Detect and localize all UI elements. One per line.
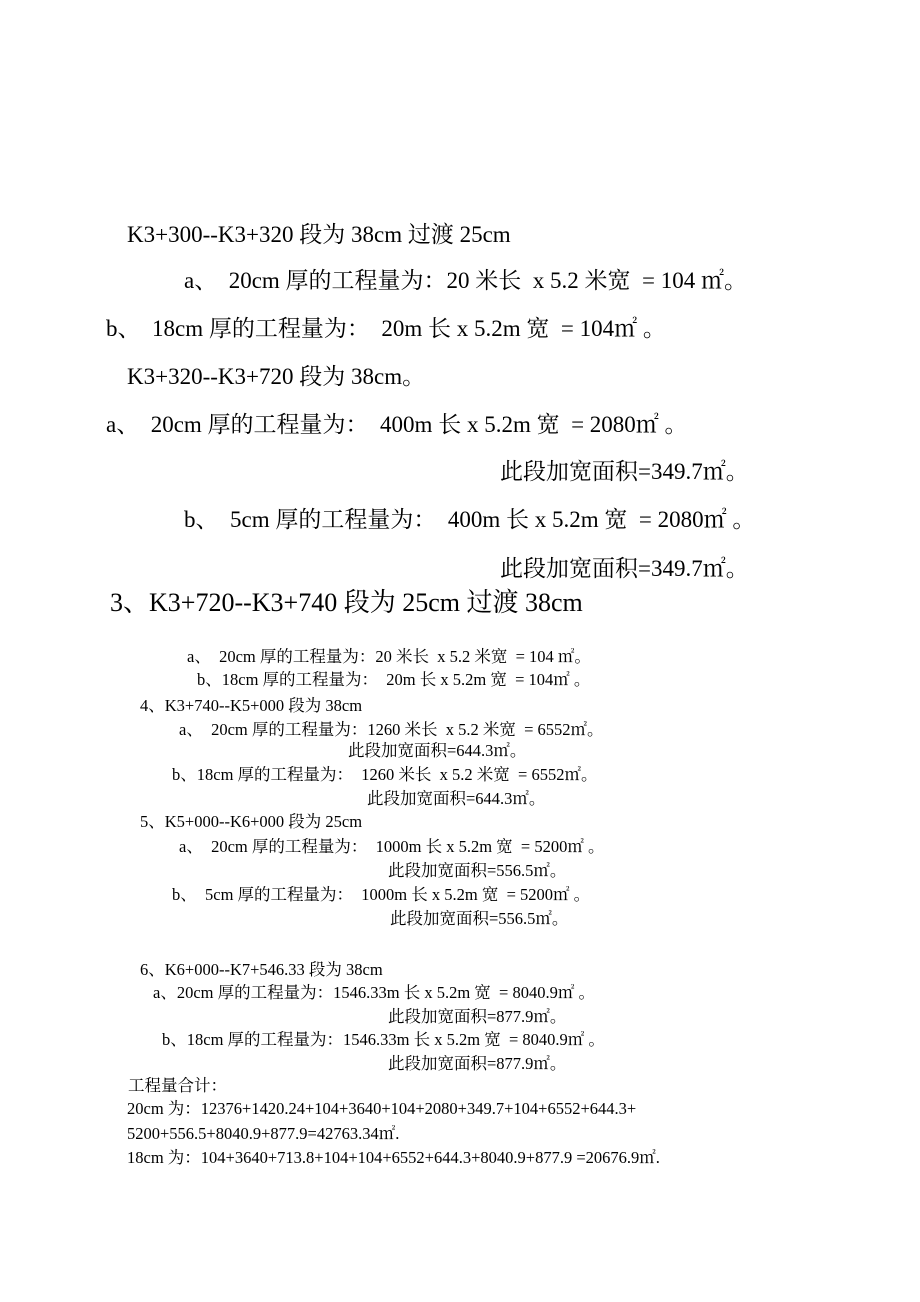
segment-2c-item-b: b、 18cm 厚的工程量为： 20m 长 x 5.2m 宽 = 104㎡ 。 xyxy=(106,316,666,341)
segment-5-widening-b: 此段加宽面积=556.5㎡。 xyxy=(390,909,569,928)
totals-20cm-line-1: 20cm 为：12376+1420.24+104+3640+104+2080+349.7+104+6552+644.3+ xyxy=(127,1099,637,1118)
segment-2c-range-line: K3+300--K3+320 段为 38cm 过渡 25cm xyxy=(127,222,511,247)
segment-5-heading: 5、K5+000--K6+000 段为 25cm xyxy=(140,812,363,831)
segment-4-item-b: b、18cm 厚的工程量为： 1260 米长 x 5.2 米宽 = 6552㎡。 xyxy=(172,765,598,784)
segment-6-item-b: b、18cm 厚的工程量为：1546.33m 长 x 5.2m 宽 = 8040.9㎡ 。 xyxy=(162,1030,605,1049)
segment-6-heading: 6、K6+000--K7+546.33 段为 38cm xyxy=(140,960,383,979)
segment-6-widening-a: 此段加宽面积=877.9㎡。 xyxy=(388,1007,567,1026)
segment-4-widening-a: 此段加宽面积=644.3㎡。 xyxy=(348,741,527,760)
segment-3-heading: 3、K3+720--K3+740 段为 25cm 过渡 38cm xyxy=(110,588,583,617)
segment-2d-widening-b: 此段加宽面积=349.7㎡。 xyxy=(500,556,749,581)
totals-20cm-line-2: 5200+556.5+8040.9+877.9=42763.34㎡. xyxy=(127,1124,400,1143)
totals-18cm-line: 18cm 为：104+3640+713.8+104+104+6552+644.3+8040.9+877.9 =20676.9㎡. xyxy=(127,1148,660,1167)
segment-2d-range-line: K3+320--K3+720 段为 38cm。 xyxy=(127,364,426,389)
segment-2d-item-a: a、 20cm 厚的工程量为： 400m 长 x 5.2m 宽 = 2080㎡ 。 xyxy=(106,412,688,437)
segment-5-item-b: b、 5cm 厚的工程量为： 1000m 长 x 5.2m 宽 = 5200㎡ 。 xyxy=(172,885,591,904)
segment-2d-widening-a: 此段加宽面积=349.7㎡。 xyxy=(500,459,749,484)
segment-4-widening-b: 此段加宽面积=644.3㎡。 xyxy=(367,789,546,808)
segment-4-heading: 4、K3+740--K5+000 段为 38cm xyxy=(140,696,363,715)
segment-2d-item-b: b、 5cm 厚的工程量为： 400m 长 x 5.2m 宽 = 2080㎡ 。 xyxy=(184,507,756,532)
segment-5-widening-a: 此段加宽面积=556.5㎡。 xyxy=(388,861,567,880)
totals-heading: 工程量合计： xyxy=(128,1076,227,1095)
segment-6-widening-b: 此段加宽面积=877.9㎡。 xyxy=(388,1054,567,1073)
segment-4-item-a: a、 20cm 厚的工程量为：1260 米长 x 5.2 米宽 = 6552㎡。 xyxy=(179,720,604,739)
segment-6-item-a: a、20cm 厚的工程量为：1546.33m 长 x 5.2m 宽 = 8040.9㎡ 。 xyxy=(153,983,595,1002)
segment-5-item-a: a、 20cm 厚的工程量为： 1000m 长 x 5.2m 宽 = 5200㎡ 。 xyxy=(179,837,605,856)
segment-2c-item-a: a、 20cm 厚的工程量为：20 米长 x 5.2 米宽 = 104 ㎡。 xyxy=(184,268,748,293)
segment-3-item-b: b、18cm 厚的工程量为： 20m 长 x 5.2m 宽 = 104㎡ 。 xyxy=(197,670,591,689)
segment-3-item-a: a、 20cm 厚的工程量为：20 米长 x 5.2 米宽 = 104 ㎡。 xyxy=(187,647,591,666)
